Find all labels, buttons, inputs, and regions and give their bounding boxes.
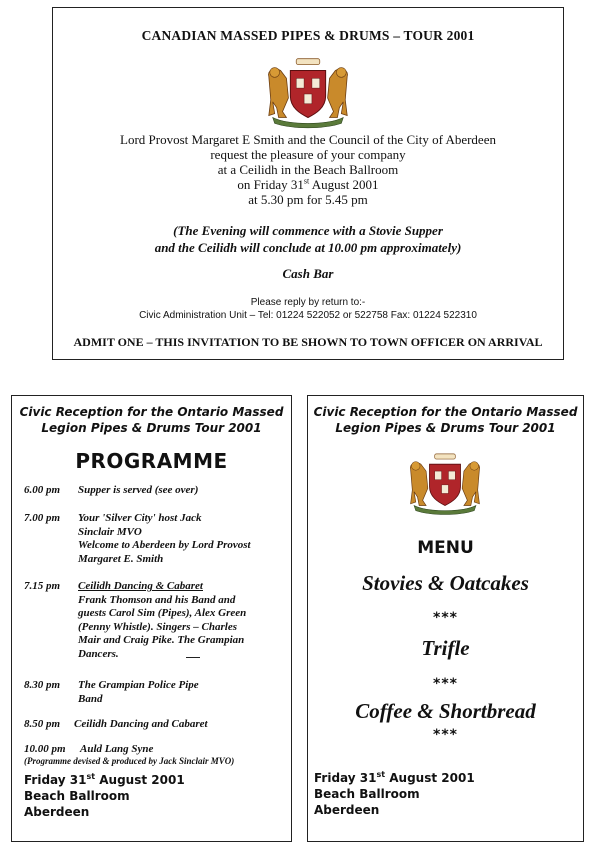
invitation-date: on Friday 31st August 2001 (237, 176, 379, 192)
invitation-card (52, 7, 564, 360)
cash-bar-label: Cash Bar (282, 266, 334, 281)
programme-footer: Friday 31st August 2001 Beach Ballroom Aberdeen (24, 772, 185, 819)
menu-card (307, 395, 584, 842)
invitation-title: CANADIAN MASSED PIPES & DRUMS – TOUR 2001 (141, 28, 475, 43)
menu-header: Civic Reception for the Ontario Massed Legion Pipes & Drums Tour 2001 (313, 405, 578, 435)
reply-info: Please reply by return to:- Civic Administration Unit – Tel: 01224 522052 or 522758 Fax: 01224 522310 (139, 297, 477, 321)
invitation-evening-note: (The Evening will commence with a Stovie Supper and the Ceilidh will conclude at 10.00 pm approximately) (154, 223, 462, 255)
aberdeen-crest-icon (402, 451, 488, 517)
menu-separator: *** (433, 676, 458, 692)
programme-credit: (Programme devised & produced by Jack Sinclair MVO) (24, 756, 235, 766)
programme-header: Civic Reception for the Ontario Massed Legion Pipes & Drums Tour 2001 (19, 405, 284, 435)
invitation-body (53, 132, 563, 207)
menu-separator: *** (433, 610, 458, 626)
menu-footer: Friday 31st August 2001 Beach Ballroom Aberdeen (314, 770, 475, 817)
menu-item: Coffee & Shortbread (355, 699, 536, 723)
aberdeen-crest-icon (259, 56, 357, 130)
admit-one-notice: ADMIT ONE – THIS INVITATION TO BE SHOWN TO TOWN OFFICER ON ARRIVAL (73, 335, 543, 349)
menu-separator: *** (433, 727, 458, 743)
invitation-line: request the pleasure of your company (210, 147, 406, 162)
menu-title: MENU (417, 538, 474, 558)
invitation-line: at a Ceilidh in the Beach Ballroom (217, 162, 399, 177)
invitation-line: Lord Provost Margaret E Smith and the Council of the City of Aberdeen (120, 132, 496, 147)
menu-item: Trifle (421, 636, 470, 660)
menu-item: Stovies & Oatcakes (362, 571, 529, 595)
programme-title: PROGRAMME (75, 449, 228, 473)
programme-card: Civic Reception for the Ontario Massed Legion Pipes & Drums Tour 2001 PROGRAMME 6.00 pm Supper is served (see over) 7.00 pm Your 'Silver City' host Jack Sinclair MVO Welcome to Aberdeen by Lord Provost Margaret E. Smith 7.15 pm Ceilidh Dancing & Cabaret Frank Thomson and his Band and guests Carol Sim (Pipes), Alex Green (Penny Whistle). Singers – Charles Mair and Craig Pike. The Grampian Dancers. 8.30 pm The Grampian Police Pipe Band 8.50 pm Ceilidh Dancing and Cabaret 10.00 pm Auld Lang Syne (Programme devised & produced by Jack Sinclair MVO) Friday 31st August 2001 Beach Ballroom Aberdeen (11, 395, 292, 842)
invitation-line: at 5.30 pm for 5.45 pm (248, 192, 368, 207)
